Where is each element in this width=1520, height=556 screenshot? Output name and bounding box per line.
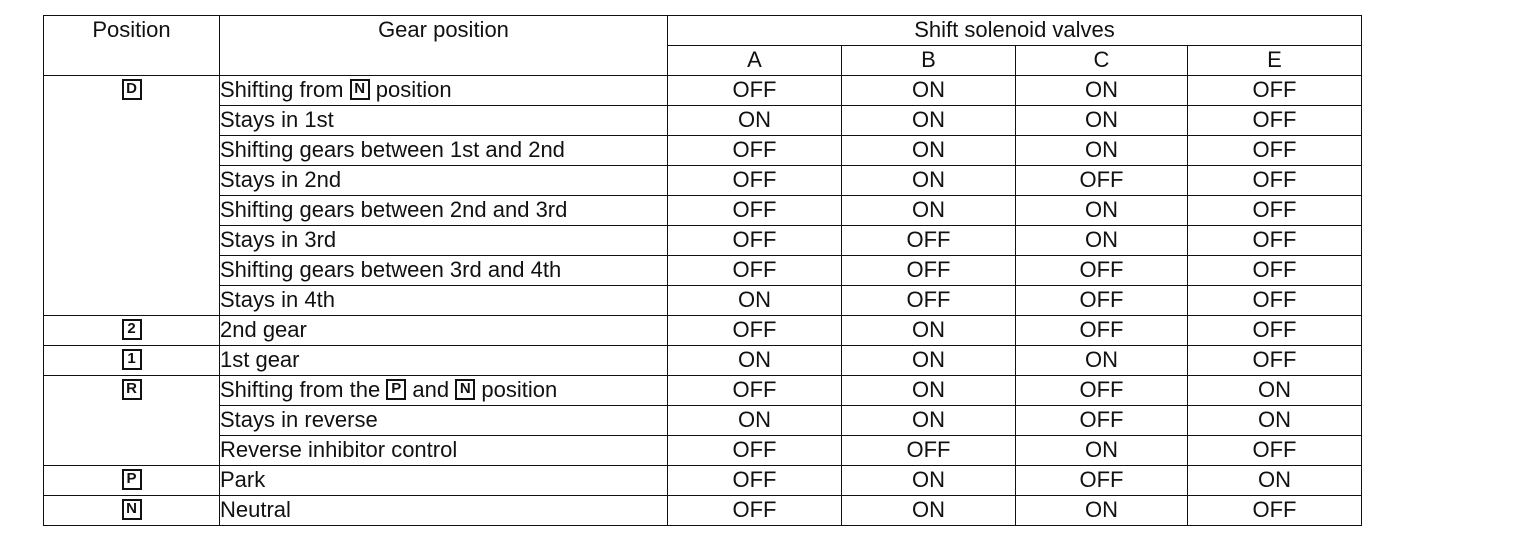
table-row <box>44 376 1362 406</box>
position-cell <box>44 346 220 376</box>
gear-position-cell <box>220 226 668 256</box>
selector-position-badge: P <box>386 379 406 400</box>
table-row <box>44 316 1362 346</box>
valve-e-cell: OFF <box>1188 346 1362 376</box>
header-position: Position <box>44 16 220 76</box>
valve-c-cell: ON <box>1016 196 1188 226</box>
valve-b-cell: ON <box>842 196 1016 226</box>
valve-c-cell: OFF <box>1016 166 1188 196</box>
valve-e-cell: OFF <box>1188 316 1362 346</box>
valve-b-cell: ON <box>842 166 1016 196</box>
valve-c-cell: OFF <box>1016 316 1188 346</box>
valve-a-cell: OFF <box>668 376 842 406</box>
valve-a-cell: OFF <box>668 136 842 166</box>
gear-position-text: Stays in 1st <box>220 107 334 132</box>
table-row <box>44 466 1362 496</box>
position-cell <box>44 316 220 346</box>
gear-position-cell <box>220 316 668 346</box>
gear-position-text: Stays in 2nd <box>220 167 342 192</box>
gear-position-text: Stays in 4th <box>220 287 335 312</box>
valve-c-cell: ON <box>1016 346 1188 376</box>
table-row <box>44 166 1362 196</box>
valve-c-cell: ON <box>1016 436 1188 466</box>
table-row <box>44 136 1362 166</box>
gear-position-cell <box>220 286 668 316</box>
valve-c-cell: ON <box>1016 106 1188 136</box>
valve-a-cell: ON <box>668 406 842 436</box>
valve-a-cell: OFF <box>668 436 842 466</box>
table-row <box>44 256 1362 286</box>
valve-a-cell: ON <box>668 346 842 376</box>
gear-position-text: Shifting gears between 1st and 2nd <box>220 137 565 162</box>
table-row <box>44 286 1362 316</box>
header-valve-b: B <box>842 46 1016 76</box>
gear-position-text: Park <box>220 467 266 492</box>
valve-b-cell: ON <box>842 496 1016 526</box>
gear-position-cell <box>220 466 668 496</box>
valve-b-cell: ON <box>842 376 1016 406</box>
gear-position-cell <box>220 76 668 106</box>
gear-position-cell <box>220 406 668 436</box>
gear-position-text: Reverse inhibitor control <box>220 437 458 462</box>
gear-position-text: position <box>475 377 558 402</box>
gear-position-text: Stays in 3rd <box>220 227 337 252</box>
valve-c-cell: OFF <box>1016 286 1188 316</box>
valve-c-cell: ON <box>1016 76 1188 106</box>
selector-position-badge: N <box>455 379 475 400</box>
selector-position-badge: 1 <box>122 349 142 370</box>
table-row <box>44 106 1362 136</box>
gear-position-cell <box>220 436 668 466</box>
valve-e-cell: ON <box>1188 376 1362 406</box>
valve-e-cell: OFF <box>1188 496 1362 526</box>
header-valve-e: E <box>1188 46 1362 76</box>
table-body <box>44 76 1362 526</box>
gear-position-text: Shifting gears between 3rd and 4th <box>220 257 562 282</box>
gear-position-cell <box>220 496 668 526</box>
valve-e-cell: ON <box>1188 466 1362 496</box>
table-row <box>44 196 1362 226</box>
gear-position-text: Shifting from <box>220 77 350 102</box>
valve-c-cell: ON <box>1016 136 1188 166</box>
position-cell <box>44 496 220 526</box>
header-gear-position: Gear position <box>220 16 668 76</box>
selector-position-badge: N <box>350 79 370 100</box>
gear-position-cell <box>220 166 668 196</box>
valve-e-cell: OFF <box>1188 106 1362 136</box>
gear-position-cell <box>220 376 668 406</box>
valve-b-cell: OFF <box>842 436 1016 466</box>
valve-b-cell: ON <box>842 316 1016 346</box>
valve-a-cell: OFF <box>668 76 842 106</box>
valve-c-cell: OFF <box>1016 466 1188 496</box>
position-cell <box>44 466 220 496</box>
valve-c-cell: ON <box>1016 496 1188 526</box>
gear-position-text: 1st gear <box>220 347 300 372</box>
gear-position-cell <box>220 346 668 376</box>
valve-e-cell: OFF <box>1188 256 1362 286</box>
valve-b-cell: OFF <box>842 226 1016 256</box>
header-valve-a: A <box>668 46 842 76</box>
valve-a-cell: ON <box>668 286 842 316</box>
gear-position-cell <box>220 106 668 136</box>
selector-position-badge: D <box>122 79 142 100</box>
valve-c-cell: OFF <box>1016 256 1188 286</box>
selector-position-badge: N <box>122 499 142 520</box>
valve-c-cell: OFF <box>1016 406 1188 436</box>
table-row <box>44 436 1362 466</box>
table-row <box>44 346 1362 376</box>
table-row <box>44 76 1362 106</box>
table-row <box>44 406 1362 436</box>
position-cell <box>44 376 220 466</box>
valve-a-cell: OFF <box>668 256 842 286</box>
selector-position-badge: P <box>122 469 142 490</box>
valve-b-cell: OFF <box>842 286 1016 316</box>
valve-b-cell: ON <box>842 346 1016 376</box>
gear-position-cell <box>220 256 668 286</box>
gear-position-text: position <box>369 77 452 102</box>
gear-position-cell <box>220 196 668 226</box>
valve-e-cell: OFF <box>1188 286 1362 316</box>
selector-position-badge: 2 <box>122 319 142 340</box>
valve-e-cell: OFF <box>1188 76 1362 106</box>
valve-a-cell: OFF <box>668 316 842 346</box>
solenoid-table-container <box>43 15 1362 526</box>
selector-position-badge: R <box>122 379 142 400</box>
valve-b-cell: ON <box>842 406 1016 436</box>
gear-position-cell <box>220 136 668 166</box>
valve-b-cell: OFF <box>842 256 1016 286</box>
valve-a-cell: OFF <box>668 196 842 226</box>
valve-b-cell: ON <box>842 136 1016 166</box>
gear-position-text: and <box>406 377 456 402</box>
valve-b-cell: ON <box>842 106 1016 136</box>
gear-position-text: Stays in reverse <box>220 407 378 432</box>
valve-a-cell: OFF <box>668 496 842 526</box>
gear-position-text: Shifting from the <box>220 377 387 402</box>
valve-e-cell: OFF <box>1188 196 1362 226</box>
position-cell <box>44 76 220 316</box>
valve-b-cell: ON <box>842 76 1016 106</box>
gear-position-text: Shifting gears between 2nd and 3rd <box>220 197 568 222</box>
valve-a-cell: OFF <box>668 226 842 256</box>
valve-e-cell: ON <box>1188 406 1362 436</box>
valve-a-cell: OFF <box>668 466 842 496</box>
gear-position-text: Neutral <box>220 497 291 522</box>
header-valve-c: C <box>1016 46 1188 76</box>
valve-e-cell: OFF <box>1188 226 1362 256</box>
valve-a-cell: OFF <box>668 166 842 196</box>
solenoid-valve-table <box>43 15 1362 526</box>
valve-c-cell: ON <box>1016 226 1188 256</box>
gear-position-text: 2nd gear <box>220 317 307 342</box>
table-row <box>44 226 1362 256</box>
valve-e-cell: OFF <box>1188 166 1362 196</box>
valve-c-cell: OFF <box>1016 376 1188 406</box>
valve-e-cell: OFF <box>1188 436 1362 466</box>
header-shift-solenoid-valves: Shift solenoid valves <box>668 16 1362 46</box>
valve-e-cell: OFF <box>1188 136 1362 166</box>
valve-b-cell: ON <box>842 466 1016 496</box>
table-row <box>44 496 1362 526</box>
valve-a-cell: ON <box>668 106 842 136</box>
